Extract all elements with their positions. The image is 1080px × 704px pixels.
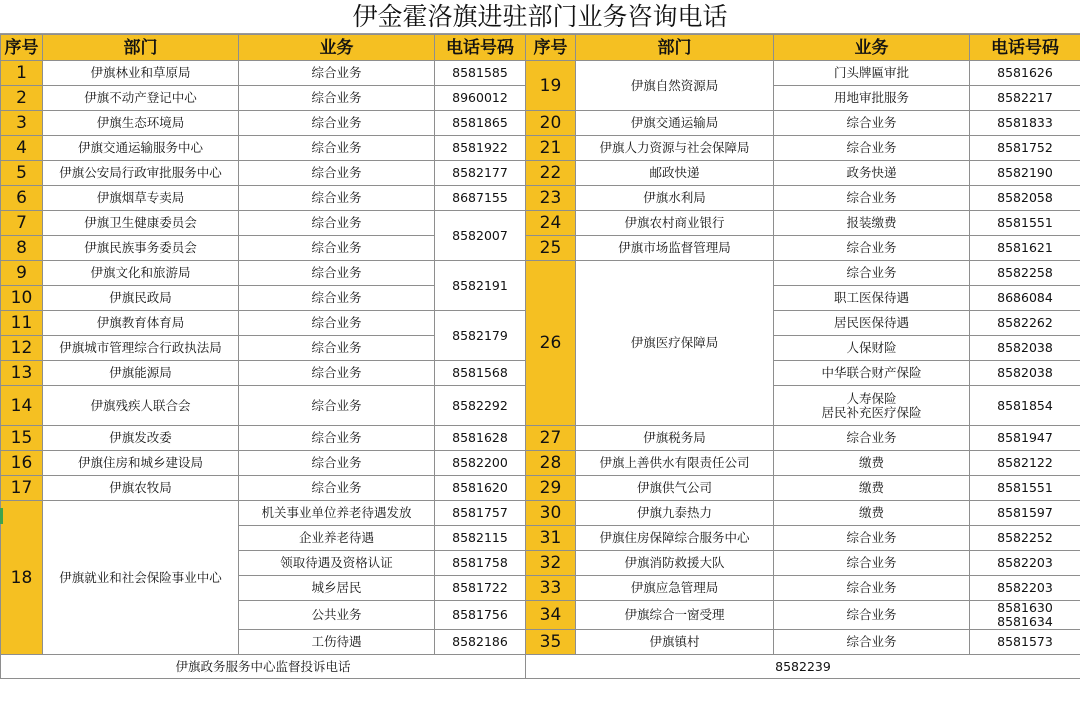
row-number: 30 [526,501,576,526]
department-name: 伊旗市场监督管理局 [576,236,774,261]
row-number: 11 [1,311,43,336]
phone-number: 8582038 [970,336,1080,361]
business-type: 缴费 [774,451,970,476]
table-row [1,186,1080,211]
footer-label: 伊旗政务服务中心监督投诉电话 [1,655,526,679]
phone-number: 8581865 [435,111,526,136]
department-name: 伊旗消防救援大队 [576,551,774,576]
table-row [1,211,1080,236]
phone-number: 8581626 [970,61,1080,86]
phone-number: 8582262 [970,311,1080,336]
department-name: 伊旗公安局行政审批服务中心 [43,161,239,186]
department-name: 伊旗农村商业银行 [576,211,774,236]
business-type: 综合业务 [774,551,970,576]
table-row [1,136,1080,161]
row-number: 25 [526,236,576,261]
business-type: 综合业务 [239,186,435,211]
table-row [1,236,1080,261]
phone-number: 8581758 [435,551,526,576]
table-row [1,111,1080,136]
business-type: 综合业务 [774,630,970,655]
row-number: 7 [1,211,43,236]
phone-number: 8582292 [435,386,526,426]
phone-number: 8581597 [970,501,1080,526]
department-name: 伊旗教育体育局 [43,311,239,336]
department-name: 伊旗人力资源与社会保障局 [576,136,774,161]
table-row [1,61,1080,86]
phone-number: 8582058 [970,186,1080,211]
department-name: 伊旗供气公司 [576,476,774,501]
table-row [1,161,1080,186]
table-row [1,476,1080,501]
department-name: 伊旗住房保障综合服务中心 [576,526,774,551]
phone-number: 8582190 [970,161,1080,186]
business-type: 综合业务 [239,476,435,501]
phone-number: 8581630 8581634 [970,601,1080,630]
phone-number: 8581620 [435,476,526,501]
row-number: 4 [1,136,43,161]
phone-number: 8686084 [970,286,1080,311]
department-name: 伊旗税务局 [576,426,774,451]
header-phone-right: 电话号码 [970,35,1080,61]
phone-number: 8582186 [435,630,526,655]
business-type: 综合业务 [239,211,435,236]
department-name: 伊旗镇村 [576,630,774,655]
business-type: 综合业务 [239,361,435,386]
department-name: 伊旗交通运输服务中心 [43,136,239,161]
business-type: 公共业务 [239,601,435,630]
cell-marker [0,508,3,524]
business-type: 机关事业单位养老待遇发放 [239,501,435,526]
department-name: 伊旗上善供水有限责任公司 [576,451,774,476]
business-type: 人保财险 [774,336,970,361]
department-name: 伊旗医疗保障局 [576,261,774,426]
business-type: 综合业务 [774,236,970,261]
phone-number: 8582179 [435,311,526,361]
header-dept: 部门 [43,35,239,61]
department-name: 伊旗综合一窗受理 [576,601,774,630]
business-type: 综合业务 [239,136,435,161]
business-type: 职工医保待遇 [774,286,970,311]
row-number: 34 [526,601,576,630]
row-number: 18 [1,501,43,655]
row-number: 23 [526,186,576,211]
business-type: 居民医保待遇 [774,311,970,336]
business-type: 综合业务 [239,311,435,336]
row-number: 8 [1,236,43,261]
phone-number: 8582191 [435,261,526,311]
department-name: 伊旗应急管理局 [576,576,774,601]
table-title: 伊金霍洛旗进驻部门业务咨询电话 [0,0,1080,34]
table-row [1,451,1080,476]
business-type: 工伤待遇 [239,630,435,655]
header-no-right: 序号 [526,35,576,61]
business-type: 综合业务 [239,61,435,86]
department-name: 伊旗生态环境局 [43,111,239,136]
business-type: 领取待遇及资格认证 [239,551,435,576]
header-row [1,35,1080,61]
phone-number: 8582217 [970,86,1080,111]
business-type: 综合业务 [239,336,435,361]
row-number: 6 [1,186,43,211]
row-number: 20 [526,111,576,136]
phone-number: 8960012 [435,86,526,111]
phone-number: 8582177 [435,161,526,186]
business-type: 综合业务 [774,576,970,601]
phone-number: 8581854 [970,386,1080,426]
department-name: 邮政快递 [576,161,774,186]
row-number: 9 [1,261,43,286]
business-type: 城乡居民 [239,576,435,601]
row-number: 22 [526,161,576,186]
row-number: 33 [526,576,576,601]
row-number: 29 [526,476,576,501]
header-dept-right: 部门 [576,35,774,61]
business-type: 综合业务 [239,161,435,186]
phone-number: 8581833 [970,111,1080,136]
row-number: 16 [1,451,43,476]
phone-number: 8582122 [970,451,1080,476]
department-name: 伊旗残疾人联合会 [43,386,239,426]
phone-number: 8581756 [435,601,526,630]
phone-number: 8582252 [970,526,1080,551]
phone-number: 8581922 [435,136,526,161]
business-type: 缴费 [774,501,970,526]
business-type: 综合业务 [239,236,435,261]
business-type: 缴费 [774,476,970,501]
department-name: 伊旗住房和城乡建设局 [43,451,239,476]
business-type: 门头牌匾审批 [774,61,970,86]
table-row [1,501,1080,526]
phone-number: 8581628 [435,426,526,451]
business-type: 企业养老待遇 [239,526,435,551]
business-type: 综合业务 [239,426,435,451]
business-type: 用地审批服务 [774,86,970,111]
phone-number: 8581947 [970,426,1080,451]
row-number: 31 [526,526,576,551]
phone-number: 8581585 [435,61,526,86]
department-name: 伊旗能源局 [43,361,239,386]
phone-number: 8582038 [970,361,1080,386]
row-number: 1 [1,61,43,86]
header-business: 业务 [239,35,435,61]
business-type: 综合业务 [239,111,435,136]
department-name: 伊旗烟草专卖局 [43,186,239,211]
phone-number: 8582007 [435,211,526,261]
department-name: 伊旗发改委 [43,426,239,451]
phone-number: 8581573 [970,630,1080,655]
department-name: 伊旗民政局 [43,286,239,311]
phone-number: 8581722 [435,576,526,601]
business-type: 综合业务 [774,601,970,630]
phone-number: 8581551 [970,476,1080,501]
business-type: 人寿保险 居民补充医疗保险 [774,386,970,426]
table-row [1,426,1080,451]
header-no: 序号 [1,35,43,61]
row-number: 24 [526,211,576,236]
row-number: 14 [1,386,43,426]
row-number: 32 [526,551,576,576]
phone-number: 8582200 [435,451,526,476]
row-number: 15 [1,426,43,451]
business-type: 综合业务 [774,111,970,136]
business-type: 综合业务 [774,526,970,551]
business-type: 综合业务 [239,451,435,476]
header-phone: 电话号码 [435,35,526,61]
department-name: 伊旗民族事务委员会 [43,236,239,261]
department-name: 伊旗自然资源局 [576,61,774,111]
footer-phone: 8582239 [526,655,1080,679]
contact-table [0,34,1080,679]
department-name: 伊旗水利局 [576,186,774,211]
row-number: 5 [1,161,43,186]
business-type: 综合业务 [239,86,435,111]
department-name: 伊旗不动产登记中心 [43,86,239,111]
business-type: 综合业务 [239,386,435,426]
department-name: 伊旗城市管理综合行政执法局 [43,336,239,361]
header-business-right: 业务 [774,35,970,61]
business-type: 政务快递 [774,161,970,186]
table-row [1,261,1080,286]
row-number: 19 [526,61,576,111]
row-number: 2 [1,86,43,111]
phone-number: 8581752 [970,136,1080,161]
row-number: 3 [1,111,43,136]
row-number: 21 [526,136,576,161]
business-type: 综合业务 [239,286,435,311]
row-number: 27 [526,426,576,451]
row-number: 28 [526,451,576,476]
business-type: 综合业务 [774,261,970,286]
business-type: 综合业务 [774,186,970,211]
phone-number: 8581621 [970,236,1080,261]
phone-number: 8582203 [970,551,1080,576]
department-name: 伊旗农牧局 [43,476,239,501]
department-name: 伊旗九泰热力 [576,501,774,526]
row-number: 26 [526,261,576,426]
row-number: 35 [526,630,576,655]
phone-number: 8581551 [970,211,1080,236]
business-type: 综合业务 [774,136,970,161]
department-name: 伊旗卫生健康委员会 [43,211,239,236]
row-number: 12 [1,336,43,361]
department-name: 伊旗交通运输局 [576,111,774,136]
business-type: 综合业务 [239,261,435,286]
phone-number: 8687155 [435,186,526,211]
row-number: 10 [1,286,43,311]
department-name: 伊旗文化和旅游局 [43,261,239,286]
business-type: 中华联合财产保险 [774,361,970,386]
phone-number: 8582258 [970,261,1080,286]
business-type: 报装缴费 [774,211,970,236]
department-name: 伊旗林业和草原局 [43,61,239,86]
phone-number: 8582115 [435,526,526,551]
row-number: 13 [1,361,43,386]
business-type: 综合业务 [774,426,970,451]
footer-row [1,655,1080,679]
phone-number: 8582203 [970,576,1080,601]
phone-number: 8581757 [435,501,526,526]
row-number: 17 [1,476,43,501]
department-name: 伊旗就业和社会保险事业中心 [43,501,239,655]
phone-number: 8581568 [435,361,526,386]
